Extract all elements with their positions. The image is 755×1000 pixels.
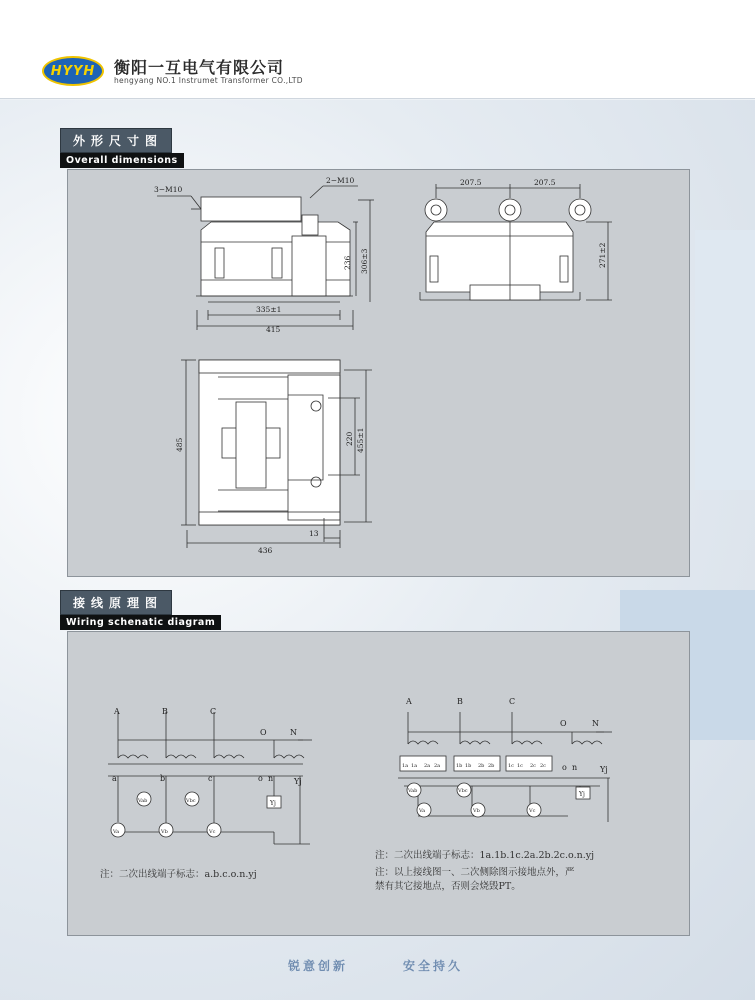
dim-label: 3−M10 bbox=[154, 185, 183, 194]
sec-term: 2a bbox=[424, 763, 431, 769]
meter-label: Vc bbox=[529, 808, 536, 814]
side-view-body bbox=[426, 222, 573, 292]
dim-label: 415 bbox=[266, 325, 281, 334]
meter-label: Vbc bbox=[458, 788, 468, 794]
meter-label: Vb bbox=[161, 829, 168, 835]
section-title-en: Overall dimensions bbox=[60, 153, 184, 168]
terminal-box bbox=[470, 285, 540, 300]
meter-label: Vb bbox=[473, 808, 480, 814]
wiring-note-left: 注：二次出线端子标志：a.b.c.o.n.yj bbox=[100, 869, 257, 880]
dim-label: 335±1 bbox=[256, 305, 282, 314]
phase-label: A bbox=[406, 697, 412, 706]
sec-term: 1b bbox=[456, 763, 463, 769]
neutral-label: N bbox=[290, 728, 297, 737]
meter-label: Vc bbox=[209, 829, 216, 835]
sec-label: a bbox=[112, 774, 117, 783]
sec-term: n bbox=[572, 763, 578, 772]
dim-label: 306±3 bbox=[360, 248, 369, 274]
meter-label: Vab bbox=[408, 788, 418, 794]
sec-term: 1a bbox=[402, 763, 409, 769]
sec-label: c bbox=[208, 774, 213, 783]
sec-label: Yj bbox=[294, 777, 302, 786]
dim-label: 220 bbox=[345, 431, 354, 446]
sec-term: Yj bbox=[600, 765, 608, 774]
phase-label: C bbox=[210, 707, 217, 716]
dimension-drawings bbox=[68, 170, 689, 576]
sec-term: 2b bbox=[488, 763, 495, 769]
meter-label: Va bbox=[113, 829, 120, 835]
phase-label: B bbox=[457, 697, 463, 706]
phase-label: A bbox=[114, 707, 120, 716]
sec-label: o bbox=[258, 774, 263, 783]
wiring-note-right: 注：二次出线端子标志：1a.1b.1c.2a.2b.2c.o.n.yj bbox=[375, 850, 595, 861]
section-title-en: Wiring schenatic diagram bbox=[60, 615, 221, 630]
sec-term: 1b bbox=[465, 763, 472, 769]
relay-label: Yj bbox=[579, 791, 585, 798]
section-title-cn: 外形尺寸图 bbox=[60, 128, 172, 153]
meter-label: Vbc bbox=[186, 798, 196, 804]
footer-slogan: 安全持久 bbox=[403, 959, 464, 973]
dim-label: 271±2 bbox=[598, 242, 607, 268]
phase-label: C bbox=[509, 697, 516, 706]
front-view-top-bar bbox=[201, 197, 301, 221]
sec-term: 1c bbox=[517, 763, 523, 769]
dim-label: 485 bbox=[175, 437, 184, 452]
relay-label: Yj bbox=[270, 800, 276, 807]
sec-term: 2a bbox=[434, 763, 441, 769]
sec-label: n bbox=[268, 774, 274, 783]
wiring-note-right: 注：以上接线图一、二次侧除图示接地点外，严 bbox=[375, 867, 575, 878]
phase-label: B bbox=[162, 707, 168, 716]
wiring-note-right: 禁有其它接地点，否则会烧毁PT。 bbox=[375, 881, 521, 892]
sec-label: b bbox=[160, 774, 166, 783]
meter-label: Va bbox=[419, 808, 426, 814]
footer-slogan: 锐意创新 bbox=[288, 959, 349, 973]
sec-term: 1c bbox=[508, 763, 514, 769]
header bbox=[0, 0, 755, 99]
neutral-label: O bbox=[260, 728, 267, 737]
section-title-cn: 接线原理图 bbox=[60, 590, 172, 615]
section-title-wiring bbox=[60, 590, 221, 630]
company-name-en: hengyang NO.1 Instrumet Transformer CO.,LTD bbox=[114, 76, 303, 85]
sec-term: 2b bbox=[478, 763, 485, 769]
dim-label: 236 bbox=[343, 255, 352, 270]
company-name-cn: 衡阳一互电气有限公司 bbox=[114, 58, 285, 77]
dim-label: 436 bbox=[258, 546, 273, 555]
background-block bbox=[695, 230, 755, 490]
sec-term: o bbox=[562, 763, 567, 772]
section-title-dimensions bbox=[60, 128, 184, 168]
sec-term: 1a bbox=[411, 763, 418, 769]
company-logo: HYYH bbox=[42, 56, 104, 86]
dim-label: 207.5 bbox=[460, 178, 482, 187]
neutral-label: N bbox=[592, 719, 599, 728]
meter-label: Vab bbox=[138, 798, 148, 804]
sec-term: 2c bbox=[530, 763, 536, 769]
neutral-label: O bbox=[560, 719, 567, 728]
sec-term: 2c bbox=[540, 763, 546, 769]
dim-label: 13 bbox=[309, 529, 319, 538]
dim-label: 2−M10 bbox=[326, 176, 355, 185]
dim-label: 455±1 bbox=[356, 427, 365, 453]
dim-label: 207.5 bbox=[534, 178, 556, 187]
dimensions-panel bbox=[67, 169, 690, 577]
